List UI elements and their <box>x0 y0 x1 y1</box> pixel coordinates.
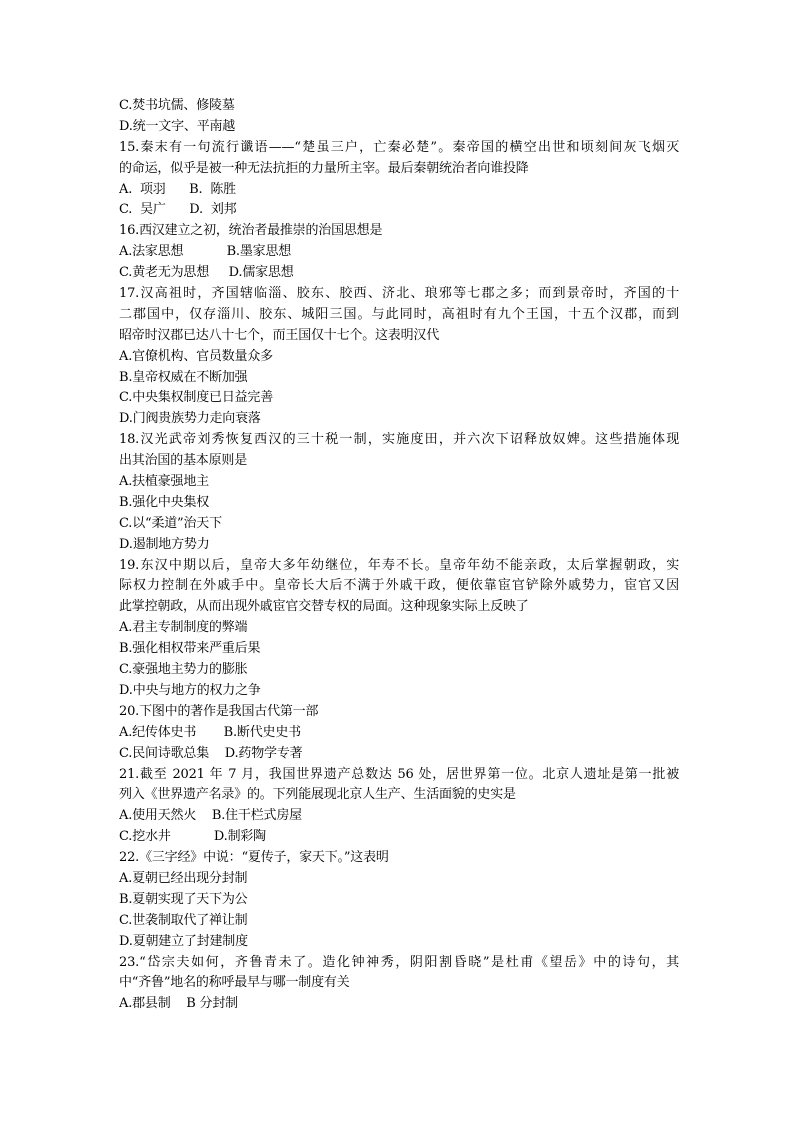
option-line: D.夏朝建立了封建制度 <box>119 933 248 949</box>
question-15-text: 的命运，似乎是被一种无法抗拒的力量所主宰。最后秦朝统治者向谁投降 <box>119 160 529 176</box>
question-17-text: 昭帝时汉郡已达八十七个，而王国仅十七个。这表明汉代 <box>119 327 440 343</box>
option-line: B.强化相权带来严重后果 <box>119 641 261 657</box>
option-line: D.统一文字、平南越 <box>119 118 236 134</box>
option-line: C. 吴广 D. 刘邦 <box>119 202 237 218</box>
question-15-text: 15.秦末有一句流行谶语——“楚虽三户，亡秦必楚”。秦帝国的横空出世和顷刻间灰飞烟灭 <box>119 139 679 155</box>
option-line: A. 项羽 B. 陈胜 <box>119 181 236 197</box>
question-22-text: 22.《三字经》中说：“夏传子，家天下。”这表明 <box>119 850 389 866</box>
option-line: A.郡县制 B 分封制 <box>119 996 238 1012</box>
option-line: C.焚书坑儒、修陵墓 <box>119 98 235 113</box>
option-line: A.夏朝已经出现分封制 <box>119 870 248 886</box>
question-16-text: 16.西汉建立之初，统治者最推崇的治国思想是 <box>119 223 383 239</box>
question-21-text: 列入《世界遗产名录》的。下列能展现北京人生产、生活面貌的史实是 <box>119 787 516 803</box>
option-line: C.以“柔道”治天下 <box>119 515 222 531</box>
option-line: C.黄老无为思想 D.儒家思想 <box>119 265 294 281</box>
option-line: D.门阀贵族势力走向衰落 <box>119 411 261 427</box>
question-19-text: 此掌控朝政，从而出现外戚宦官交替专权的局面。这种现象实际上反映了 <box>119 599 529 615</box>
question-21-text: 21.截至 2021 年 7 月，我国世界遗产总数达 56 处，居世界第一位。北京人遗址是第一批被 <box>119 766 679 782</box>
option-line: C.中央集权制度已日益完善 <box>119 390 274 406</box>
option-line: A.君主专制制度的弊端 <box>119 620 248 636</box>
question-18-text: 出其治国的基本原则是 <box>119 453 248 469</box>
option-line: A.官僚机构、官员数量众多 <box>119 348 273 364</box>
option-line: B.强化中央集权 <box>119 494 210 510</box>
question-17-text: 二郡国中，仅存淄川、胶东、城阳三国。与此同时，高祖时有九个王国，十五个汉郡，而到 <box>119 306 679 322</box>
option-line: B.夏朝实现了天下为公 <box>119 891 248 907</box>
option-line: D.中央与地方的权力之争 <box>119 682 261 698</box>
question-23-text: 中“齐鲁”地名的称呼最早与哪一制度有关 <box>119 975 350 991</box>
question-23-text: 23.“岱宗夫如何，齐鲁青未了。造化钟神秀，阴阳割昏晓”是杜甫《望岳》中的诗句，其 <box>119 954 679 970</box>
question-19-text: 际权力控制在外戚手中。皇帝长大后不满于外戚干政，便依靠宦官铲除外戚势力，宦官又因 <box>119 578 679 594</box>
question-20-text: 20.下图中的著作是我国古代第一部 <box>119 703 319 719</box>
question-18-text: 18.汉光武帝刘秀恢复西汉的三十税一制，实施度田，并六次下诏释放奴婢。这些措施体现 <box>119 432 679 448</box>
option-line: C.豪强地主势力的膨胀 <box>119 662 248 678</box>
option-line: A.扶植豪强地主 <box>119 474 209 490</box>
option-line: B.皇帝权威在不断加强 <box>119 369 248 385</box>
question-19-text: 19.东汉中期以后，皇帝大多年幼继位，年寿不长。皇帝年幼不能亲政，太后掌握朝政，实 <box>119 557 679 573</box>
option-line: C.世袭制取代了禅让制 <box>119 912 248 928</box>
question-17-text: 17.汉高祖时，齐国辖临淄、胶东、胶西、济北、琅邪等七郡之多；而到景帝时，齐国的十 <box>119 286 679 302</box>
option-line: A.使用天然火 B.住干栏式房屋 <box>119 808 302 824</box>
option-line: A.纪传体史书 B.断代史史书 <box>119 724 301 740</box>
option-line: A.法家思想 B.墨家思想 <box>119 244 292 260</box>
option-line: C.民间诗歌总集 D.药物学专著 <box>119 745 303 761</box>
option-line: D.遏制地方势力 <box>119 536 210 552</box>
option-line: C.挖水井 D.制彩陶 <box>119 829 266 845</box>
document-page <box>119 96 679 1015</box>
